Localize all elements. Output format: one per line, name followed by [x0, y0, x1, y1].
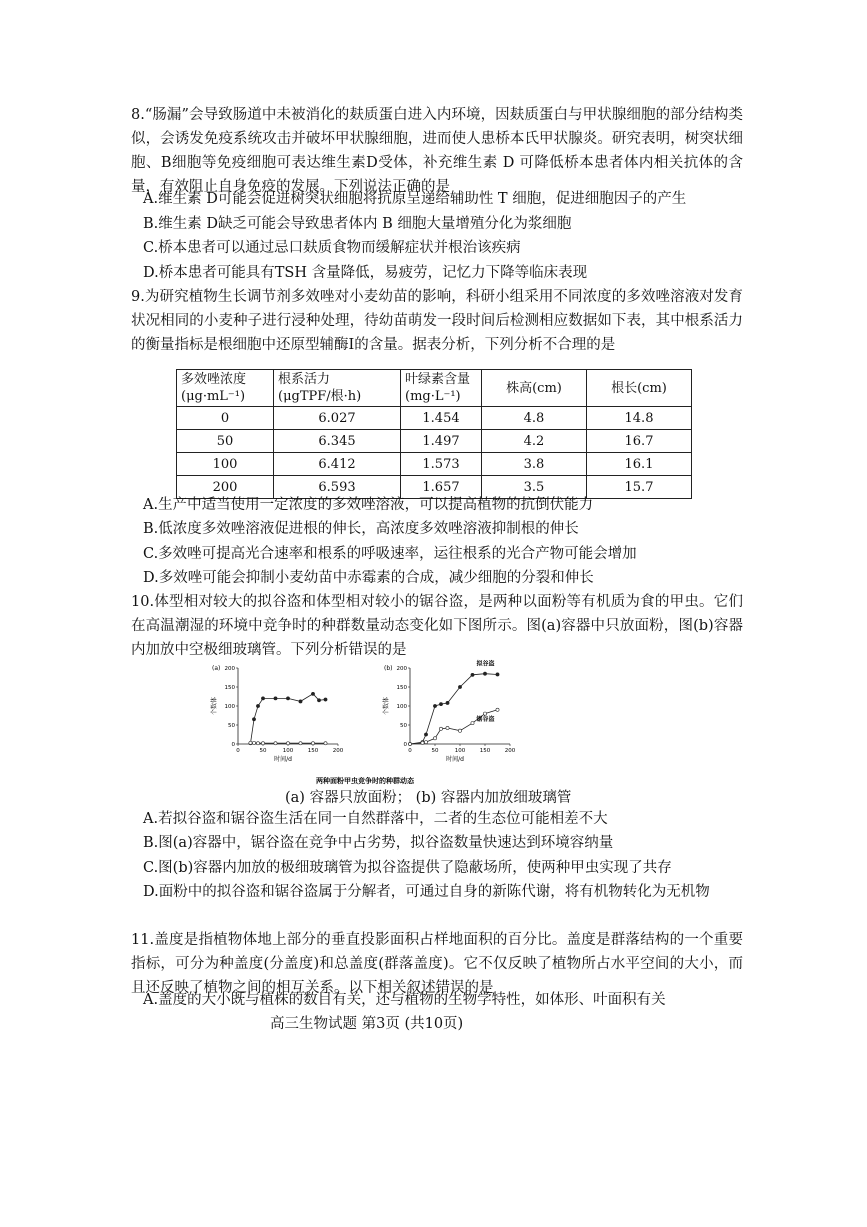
y-tick-label: 100 [224, 704, 235, 710]
data-point [256, 742, 259, 745]
q10-stem: 10.体型相对较大的拟谷盗和体型相对较小的锯谷盗，是两种以面粉等有机质为食的甲虫。它们在高温潮湿的环境中竞争时的种群数量动态变化如下图所示。图(a)容器中只放面粉，图(b)容器内加放中空极细玻璃管。下列分析错误的是 [131, 594, 743, 658]
table-cell: 3.8 [482, 453, 587, 476]
table-row [177, 430, 692, 453]
q10-option-b: B.图(a)容器中，锯谷盗在竞争中占劣势，拟谷盗数量快速达到环境容纳量 [143, 835, 614, 851]
data-point [424, 733, 427, 736]
table-cell: 1.454 [401, 407, 482, 430]
data-point [483, 712, 486, 715]
table-cell: 6.412 [274, 453, 401, 476]
series-label: 锯谷盗 [476, 715, 495, 723]
q10-figure-caption: (a) 容器只放面粉； (b) 容器内加放细玻璃管 [285, 790, 572, 806]
table-cell: 16.1 [587, 453, 692, 476]
x-tick-label: 0 [408, 748, 412, 754]
y-tick-label: 50 [400, 723, 407, 729]
data-point [286, 742, 289, 745]
x-tick-label: 150 [307, 748, 319, 754]
q10-option-d: D.面粉中的拟谷盗和锯谷盗属于分解者，可通过自身的新陈代谢，将有机物转化为无机物 [143, 884, 710, 900]
series-line [410, 674, 498, 744]
table-header-cell: 株高(cm) [482, 370, 587, 407]
table-row [177, 407, 692, 430]
x-tick-label: 0 [236, 748, 240, 754]
table-cell: 16.7 [587, 430, 692, 453]
q8-option-d: D.桥本患者可能具有TSH 含量降低，易疲劳，记忆力下降等临床表现 [143, 265, 588, 281]
table-row [177, 453, 692, 476]
data-point [256, 704, 259, 707]
page-footer: 高三生物试题 第3页 (共10页) [270, 1016, 464, 1032]
data-point [439, 727, 442, 730]
x-tick-label: 100 [454, 748, 466, 754]
table-header-row [177, 370, 692, 407]
x-tick-label: 200 [504, 748, 516, 754]
data-point [424, 741, 427, 744]
q9-option-d: D.多效唑可能会抑制小麦幼苗中赤霉素的合成，减少细胞的分裂和伸长 [143, 570, 594, 586]
data-point [471, 722, 474, 725]
y-tick-label: 0 [403, 742, 407, 748]
table-cell: 200 [177, 476, 274, 499]
table-cell: 1.497 [401, 430, 482, 453]
y-tick-label: 100 [396, 704, 407, 710]
data-point [483, 672, 486, 675]
population-dynamics-chart [200, 658, 530, 786]
y-tick-label: 150 [396, 685, 407, 691]
y-tick-label: 200 [224, 666, 235, 672]
q9-option-c: C.多效唑可提高光合速率和根系的呼吸速率，运往根系的光合产物可能会增加 [143, 546, 637, 562]
table-cell: 14.8 [587, 407, 692, 430]
y-tick-label: 200 [396, 666, 407, 672]
table-header-cell: 多效唑浓度 (μg·mL⁻¹) [177, 370, 274, 407]
table-cell: 3.5 [482, 476, 587, 499]
table-cell: 15.7 [587, 476, 692, 499]
q8-option-a: A.维生素 D可能会促进树突状细胞将抗原呈递给辅助性 T 细胞，促进细胞因子的产生 [143, 191, 687, 207]
data-point [496, 708, 499, 711]
y-axis-label: 个数体 [383, 696, 390, 716]
data-point [433, 737, 436, 740]
q10-option-a: A.若拟谷盗和锯谷盗生活在同一自然群落中，二者的生态位可能相差不大 [143, 811, 608, 827]
figure-title: 两种面粉甲虫竞争时的种群动态 [316, 777, 414, 785]
data-point [311, 692, 314, 695]
data-point [458, 729, 461, 732]
data-point [317, 699, 320, 702]
table-cell: 100 [177, 453, 274, 476]
table-header-cell: 根长(cm) [587, 370, 692, 407]
data-point [261, 697, 264, 700]
q8-stem: 8.“肠漏”会导致肠道中未被消化的麸质蛋白进入内环境，因麸质蛋白与甲状腺细胞的部分结构类似，会诱发免疫系统攻击并破坏甲状腺细胞，进而使人患桥本氏甲状腺炎。研究表明，树突状细胞、B细胞等免疫细胞可表达维生素D受体，补充维生素 D 可降低桥本患者体内相关抗体的含量，有效阻止自身免疫的发展。下列说法正确的是 [131, 107, 743, 195]
data-point [408, 742, 411, 745]
data-point [261, 742, 264, 745]
q9-stem: 9.为研究植物生长调节剂多效唑对小麦幼苗的影响，科研小组采用不同浓度的多效唑溶液对发育状况相同的小麦种子进行浸种处理，待幼苗萌发一段时间后检测相应数据如下表，其中根系活力的衡量指标是根细胞中还原型辅酶Ⅰ的含量。据表分析，下列分析不合理的是 [131, 289, 743, 353]
q10-figure [200, 658, 530, 786]
series-label: 拟谷盗 [476, 660, 495, 668]
table-cell: 6.027 [274, 407, 401, 430]
data-point [299, 700, 302, 703]
y-tick-label: 50 [228, 723, 235, 729]
q8-option-c: C.桥本患者可以通过忌口麸质食物而缓解症状并根治该疾病 [143, 240, 521, 256]
table-cell: 4.2 [482, 430, 587, 453]
data-point [274, 697, 277, 700]
data-point [439, 703, 442, 706]
data-point [496, 673, 499, 676]
data-point [324, 698, 327, 701]
data-point [299, 742, 302, 745]
data-point [471, 673, 474, 676]
table-cell: 50 [177, 430, 274, 453]
data-point [274, 742, 277, 745]
q9-option-a: A.生产中适当使用一定浓度的多效唑溶液，可以提高植物的抗倒伏能力 [143, 497, 594, 513]
table-cell: 6.593 [274, 476, 401, 499]
x-tick-label: 50 [259, 748, 267, 754]
table-cell: 1.657 [401, 476, 482, 499]
x-tick-label: 50 [431, 748, 439, 754]
data-point [252, 741, 255, 744]
x-tick-label: 200 [332, 748, 344, 754]
data-point [458, 685, 461, 688]
data-point [311, 742, 314, 745]
table-cell: 4.8 [482, 407, 587, 430]
table-cell: 0 [177, 407, 274, 430]
x-axis-label: 时间/d [446, 756, 464, 763]
data-point [433, 704, 436, 707]
y-axis-label: 个数体 [211, 696, 218, 716]
data-point [286, 697, 289, 700]
q11-option-a: A.盖度的大小既与植株的数目有关，还与植物的生物学特性，如体形、叶面积有关 [143, 992, 666, 1008]
data-point [249, 741, 252, 744]
panel-label: (a) [212, 665, 221, 672]
table-cell: 1.573 [401, 453, 482, 476]
x-axis-label: 时间/d [274, 756, 292, 763]
data-point [421, 741, 424, 744]
q10-option-c: C.图(b)容器内加放的极细玻璃管为拟谷盗提供了隐蔽场所，使两种甲虫实现了共存 [143, 860, 672, 876]
q8-option-b: B.维生素 D缺乏可能会导致患者体内 B 细胞大量增殖分化为浆细胞 [143, 216, 572, 232]
table-cell: 6.345 [274, 430, 401, 453]
table-header-cell: 根系活力 (μgTPF/根·h) [274, 370, 401, 407]
table-header-cell: 叶绿素含量 (mg·L⁻¹) [401, 370, 482, 407]
data-point [446, 701, 449, 704]
y-tick-label: 150 [224, 685, 235, 691]
x-tick-label: 100 [282, 748, 294, 754]
x-tick-label: 150 [479, 748, 491, 754]
y-tick-label: 0 [231, 742, 235, 748]
data-point [324, 742, 327, 745]
q9-data-table [176, 369, 692, 499]
q11-stem: 11.盖度是指植物体地上部分的垂直投影面积占样地面积的百分比。盖度是群落结构的一个重要指标，可分为种盖度(分盖度)和总盖度(群落盖度)。它不仅反映了植物所占水平空间的大小，而且还反映了植物之间的相互关系。以下相关叙述错误的是 [131, 932, 743, 996]
data-point [252, 718, 255, 721]
q9-option-b: B.低浓度多效唑溶液促进根的伸长，高浓度多效唑溶液抑制根的伸长 [143, 521, 579, 537]
panel-label: (b) [384, 665, 393, 672]
series-line [251, 694, 326, 743]
data-point [446, 726, 449, 729]
